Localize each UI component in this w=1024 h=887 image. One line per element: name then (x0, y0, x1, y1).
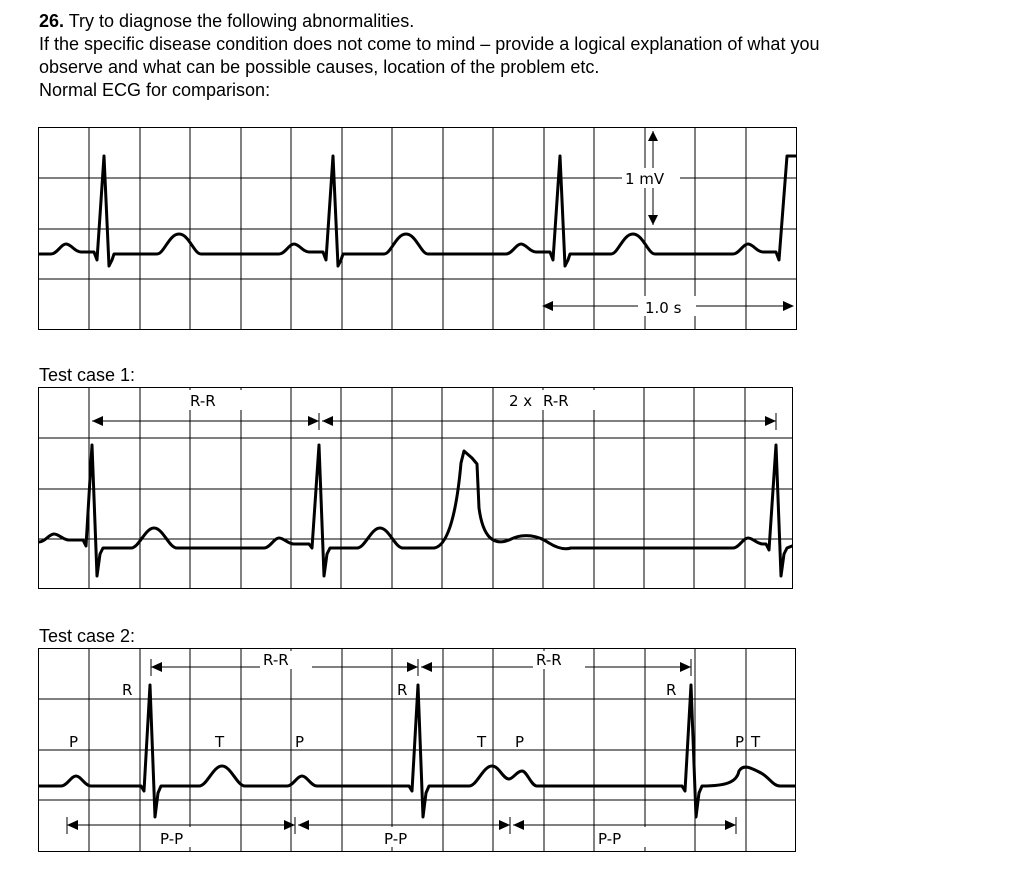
question-number: 26. (39, 11, 65, 31)
case2-t2-label: T (477, 733, 487, 751)
test-case-1-trace (39, 445, 792, 576)
test-case-1-chart (39, 388, 792, 588)
case2-rr-markers (151, 659, 691, 676)
case2-t1-label: T (215, 733, 225, 751)
question-heading (39, 10, 414, 33)
case2-r1-label: R (122, 681, 133, 699)
case2-rr1-label: R-R (263, 651, 289, 669)
rr-interval-marker (92, 413, 319, 430)
normal-ecg-panel (38, 127, 797, 330)
time-label: 1.0 s (645, 299, 682, 317)
test-case-2-trace (39, 685, 795, 817)
case2-p3-label: P (515, 733, 525, 751)
test-case-1-panel (38, 387, 793, 589)
case2-pp1-label: P-P (160, 830, 184, 848)
instruction-line-2: observe and what can be possible causes, location of the problem etc. (39, 57, 600, 77)
double-rr-prefix: 2 x (509, 392, 533, 410)
case2-pp3-label: P-P (598, 830, 622, 848)
test-case-2-caption: Test case 2: (39, 626, 136, 646)
case2-rr2-label: R-R (536, 651, 562, 669)
test-case-2-panel (38, 648, 796, 852)
case2-p4-label: P (735, 733, 745, 751)
test-case-1-grid (39, 388, 792, 588)
question-title: Try to diagnose the following abnormalities. (68, 11, 415, 31)
double-rr-label: R-R (543, 392, 569, 410)
test-case-1-caption: Test case 1: (39, 365, 136, 385)
case2-r3-label: R (666, 681, 677, 699)
double-rr-interval-marker (322, 413, 776, 430)
case2-p2-label: P (295, 733, 305, 751)
normal-ecg-chart (39, 128, 796, 329)
amplitude-label: 1 mV (625, 170, 665, 188)
case2-r2-label: R (397, 681, 408, 699)
normal-ecg-trace (39, 156, 796, 266)
normal-ecg-caption: Normal ECG for comparison: (39, 80, 271, 100)
test-case-2-chart (39, 649, 795, 851)
instruction-line-1: If the specific disease condition does not come to mind – provide a logical explanation of what you (39, 34, 820, 54)
case2-pp2-label: P-P (384, 830, 408, 848)
case2-t3-label: T (751, 733, 761, 751)
case2-p1-label: P (69, 733, 79, 751)
rr-label: R-R (190, 392, 216, 410)
